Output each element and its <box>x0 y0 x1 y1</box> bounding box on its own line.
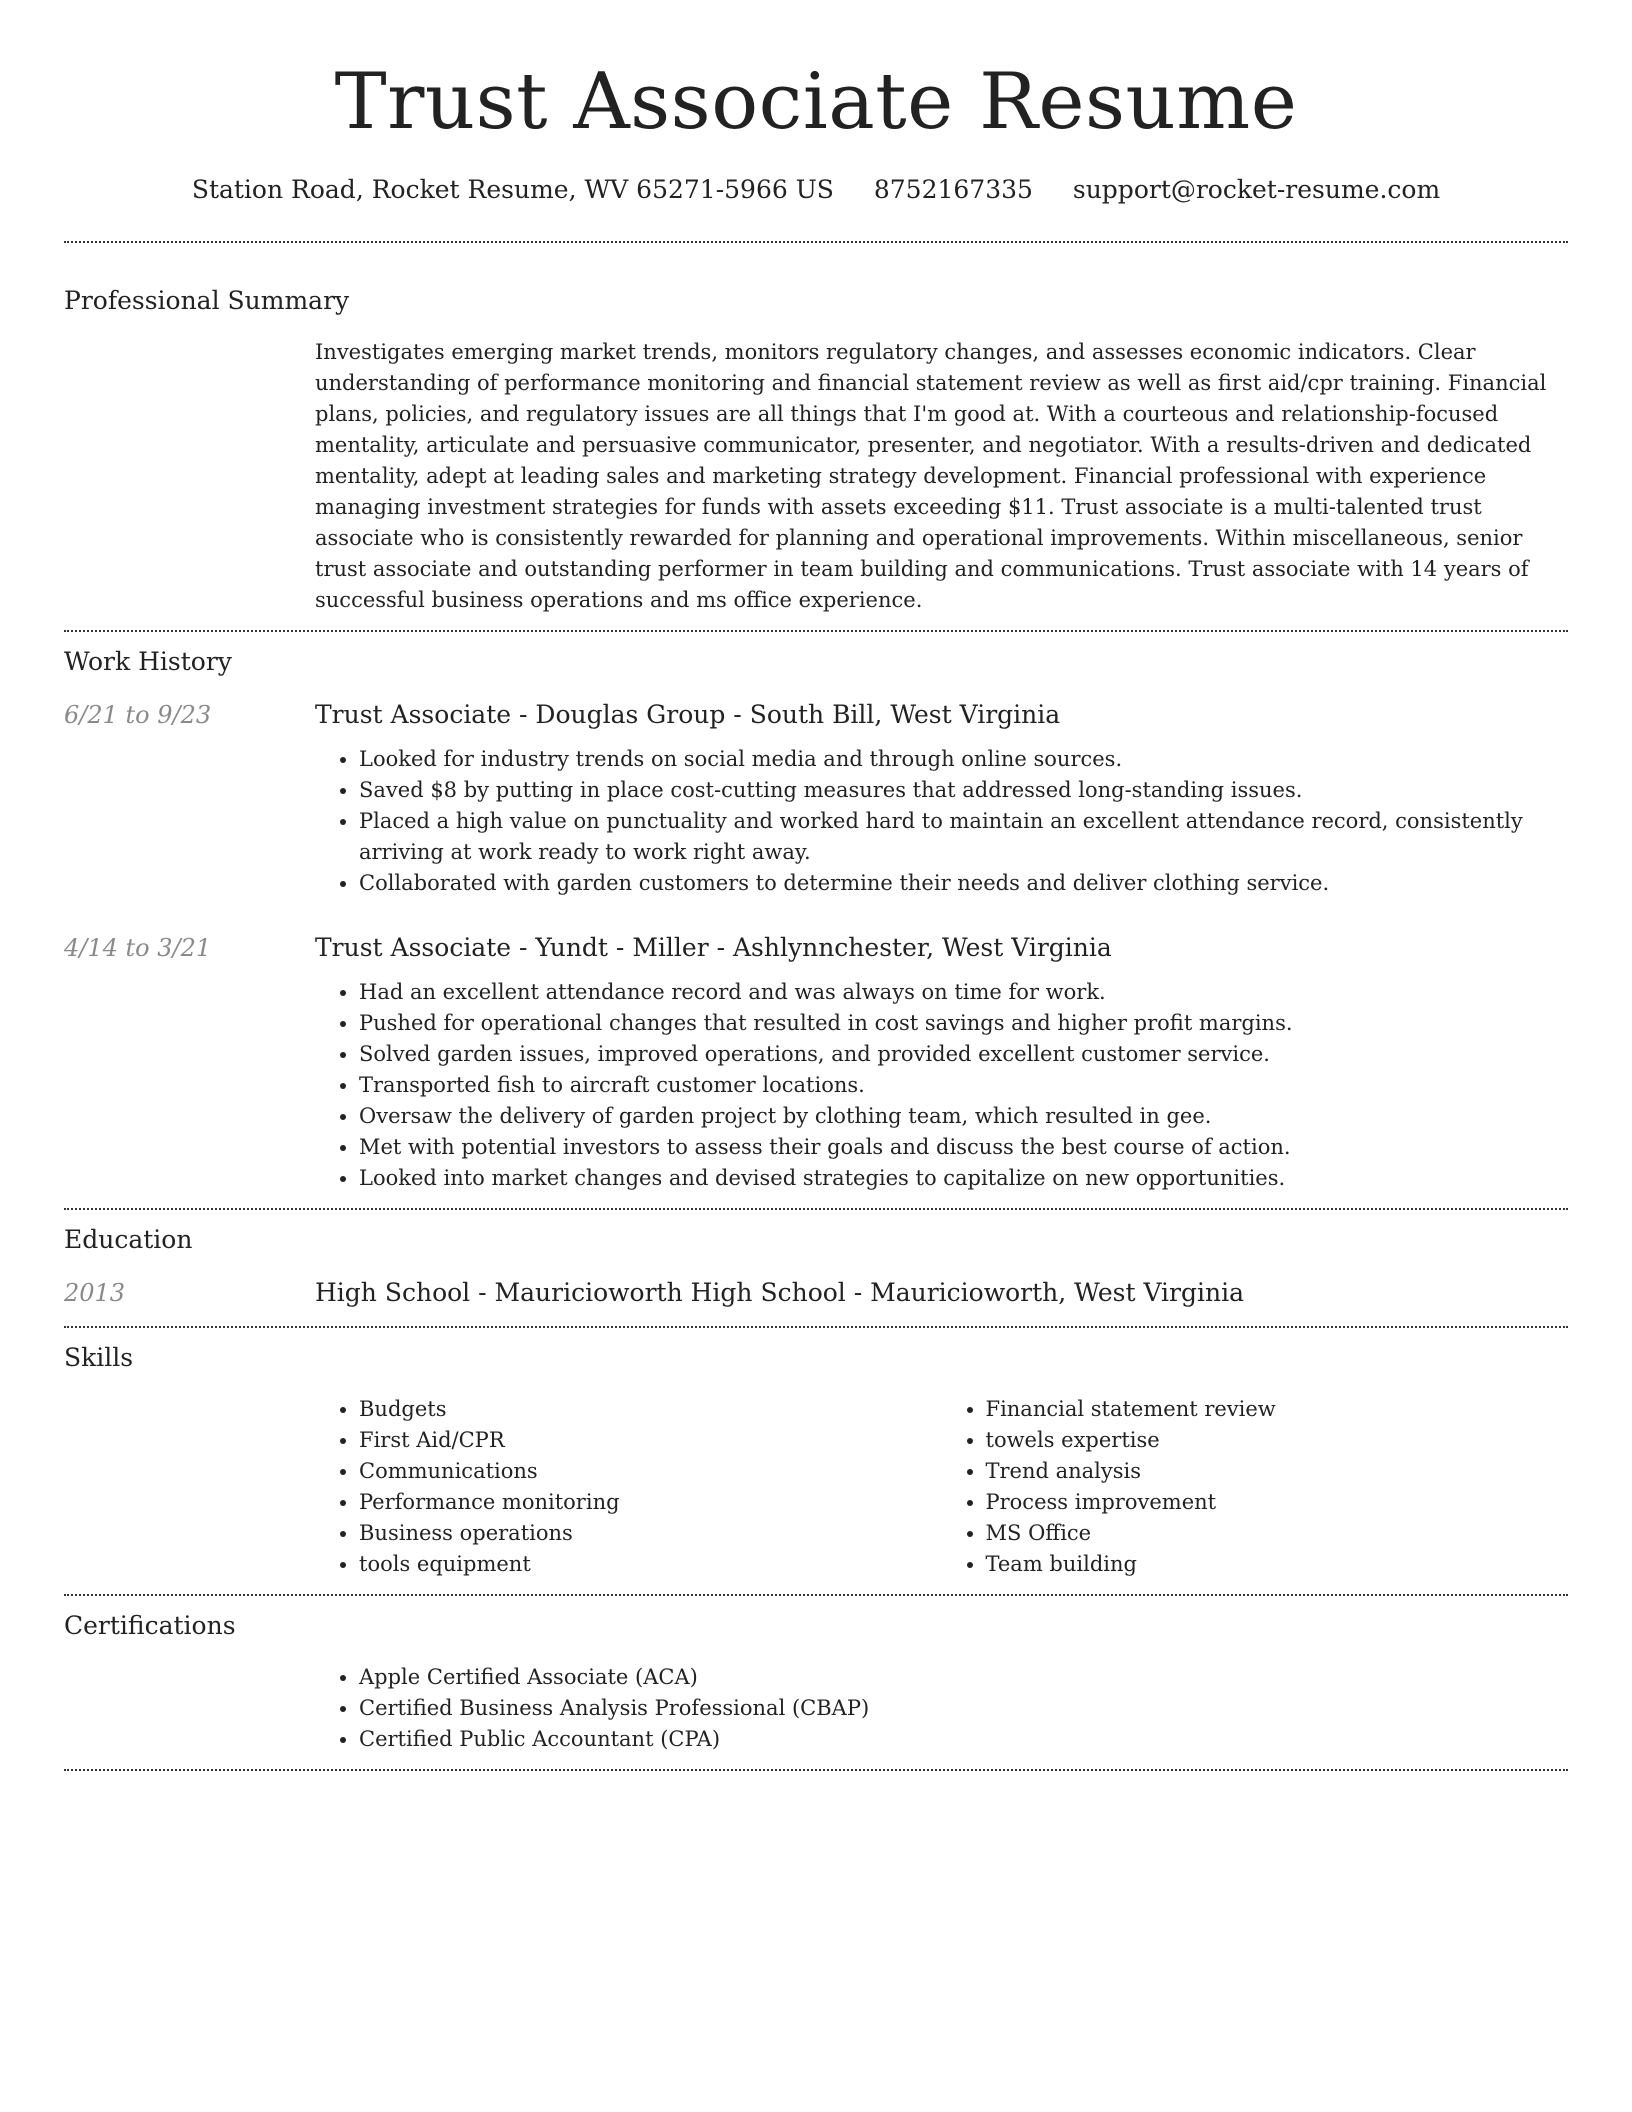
divider <box>64 1769 1568 1771</box>
certification-item: • Certified Public Accountant (CPA) <box>359 1724 1568 1755</box>
contact-address: Station Road, Rocket Resume, WV 65271-5966 US <box>191 175 834 204</box>
job-dates: 4/14 to 3/21 <box>64 934 212 962</box>
certifications-body <box>315 1662 1568 1755</box>
skill-item: • Business operations <box>359 1518 942 1549</box>
summary-spacer <box>64 337 315 616</box>
section-heading-work: Work History <box>64 647 232 676</box>
job-details <box>315 931 1568 1194</box>
skills-list-right <box>942 1394 1569 1580</box>
education-year: 2013 <box>64 1279 126 1307</box>
section-heading-skills: Skills <box>64 1343 134 1372</box>
skill-item: • Trend analysis <box>986 1456 1569 1487</box>
job-bullets <box>315 744 1568 899</box>
skills-spacer <box>64 1394 315 1580</box>
job-entry <box>64 931 1568 1194</box>
education-entry <box>64 1276 1568 1310</box>
skills-row <box>64 1394 1568 1580</box>
skills-grid <box>315 1394 1568 1580</box>
summary-row <box>64 337 1568 616</box>
job-bullet: • Met with potential investors to assess their goals and discuss the best course of action. <box>359 1132 1568 1163</box>
skill-item: • Financial statement review <box>986 1394 1569 1425</box>
job-bullet: • Solved garden issues, improved operations, and provided excellent customer service. <box>359 1039 1568 1070</box>
job-bullet: • Saved $8 by putting in place cost-cutting measures that addressed long-standing issues. <box>359 775 1568 806</box>
education-details <box>315 1276 1568 1310</box>
skill-item: • towels expertise <box>986 1425 1569 1456</box>
job-bullets <box>315 977 1568 1194</box>
job-title: Trust Associate - Yundt - Miller - Ashlynnchester, West Virginia <box>315 933 1112 962</box>
skill-item: • tools equipment <box>359 1549 942 1580</box>
skill-item: • Process improvement <box>986 1487 1569 1518</box>
certifications-row <box>64 1662 1568 1755</box>
certification-item: • Apple Certified Associate (ACA) <box>359 1662 1568 1693</box>
job-bullet: • Looked for industry trends on social media and through online sources. <box>359 744 1568 775</box>
summary-body <box>315 337 1568 616</box>
divider <box>64 241 1568 243</box>
job-bullet: • Pushed for operational changes that resulted in cost savings and higher profit margins. <box>359 1008 1568 1039</box>
job-bullet: • Oversaw the delivery of garden project by clothing team, which resulted in gee. <box>359 1101 1568 1132</box>
job-details <box>315 698 1568 899</box>
divider <box>64 1594 1568 1596</box>
divider <box>64 1326 1568 1328</box>
job-dates: 6/21 to 9/23 <box>64 701 212 729</box>
education-entry-text: High School - Mauricioworth High School - Mauricioworth, West Virginia <box>315 1278 1245 1307</box>
contact-email: support@rocket-resume.com <box>1072 175 1441 204</box>
certifications-spacer <box>64 1662 315 1755</box>
skill-item: • MS Office <box>986 1518 1569 1549</box>
divider <box>64 1208 1568 1210</box>
summary-text: Investigates emerging market trends, monitors regulatory changes, and assesses economic indicators. Clear understanding of performance monitoring and financial statement review as well as first aid/cpr training. Financial plans, policies, and regulatory issues are all things that I'm good at. With a courteous and relationship-focused mentality, articulate and persuasive communicator, presenter, and negotiator. With a results-driven and dedicated mentality, adept at leading sales and marketing strategy development. Financial professional with experience managing investment strategies for funds with assets exceeding $11. Trust associate is a multi-talented trust associate who is consistently rewarded for planning and operational improvements. Within miscellaneous, senior trust associate and outstanding performer in team building and communications. Trust associate with 14 years of successful business operations and ms office experience. <box>315 340 1547 612</box>
skill-item: • Budgets <box>359 1394 942 1425</box>
job-bullet: • Collaborated with garden customers to determine their needs and deliver clothing service. <box>359 868 1568 899</box>
section-heading-certifications: Certifications <box>64 1611 236 1640</box>
section-heading-summary: Professional Summary <box>64 286 350 315</box>
skill-item: • Team building <box>986 1549 1569 1580</box>
skills-list-left <box>315 1394 942 1580</box>
job-entry <box>64 698 1568 899</box>
contact-info <box>64 172 1568 208</box>
skill-item: • Communications <box>359 1456 942 1487</box>
certification-item: • Certified Business Analysis Professional (CBAP) <box>359 1693 1568 1724</box>
certifications-list <box>315 1662 1568 1755</box>
job-title: Trust Associate - Douglas Group - South Bill, West Virginia <box>315 700 1061 729</box>
job-bullet: • Looked into market changes and devised strategies to capitalize on new opportunities. <box>359 1163 1568 1194</box>
contact-phone: 8752167335 <box>873 175 1033 204</box>
job-bullet: • Transported fish to aircraft customer locations. <box>359 1070 1568 1101</box>
section-heading-education: Education <box>64 1225 193 1254</box>
resume-title: Trust Associate Resume <box>334 57 1298 147</box>
skill-item: • Performance monitoring <box>359 1487 942 1518</box>
job-bullet: • Placed a high value on punctuality and worked hard to maintain an excellent attendance record, consistently arriving at work ready to work right away. <box>359 806 1568 868</box>
resume-page <box>64 0 1568 1771</box>
job-bullet: • Had an excellent attendance record and was always on time for work. <box>359 977 1568 1008</box>
skill-item: • First Aid/CPR <box>359 1425 942 1456</box>
divider <box>64 630 1568 632</box>
